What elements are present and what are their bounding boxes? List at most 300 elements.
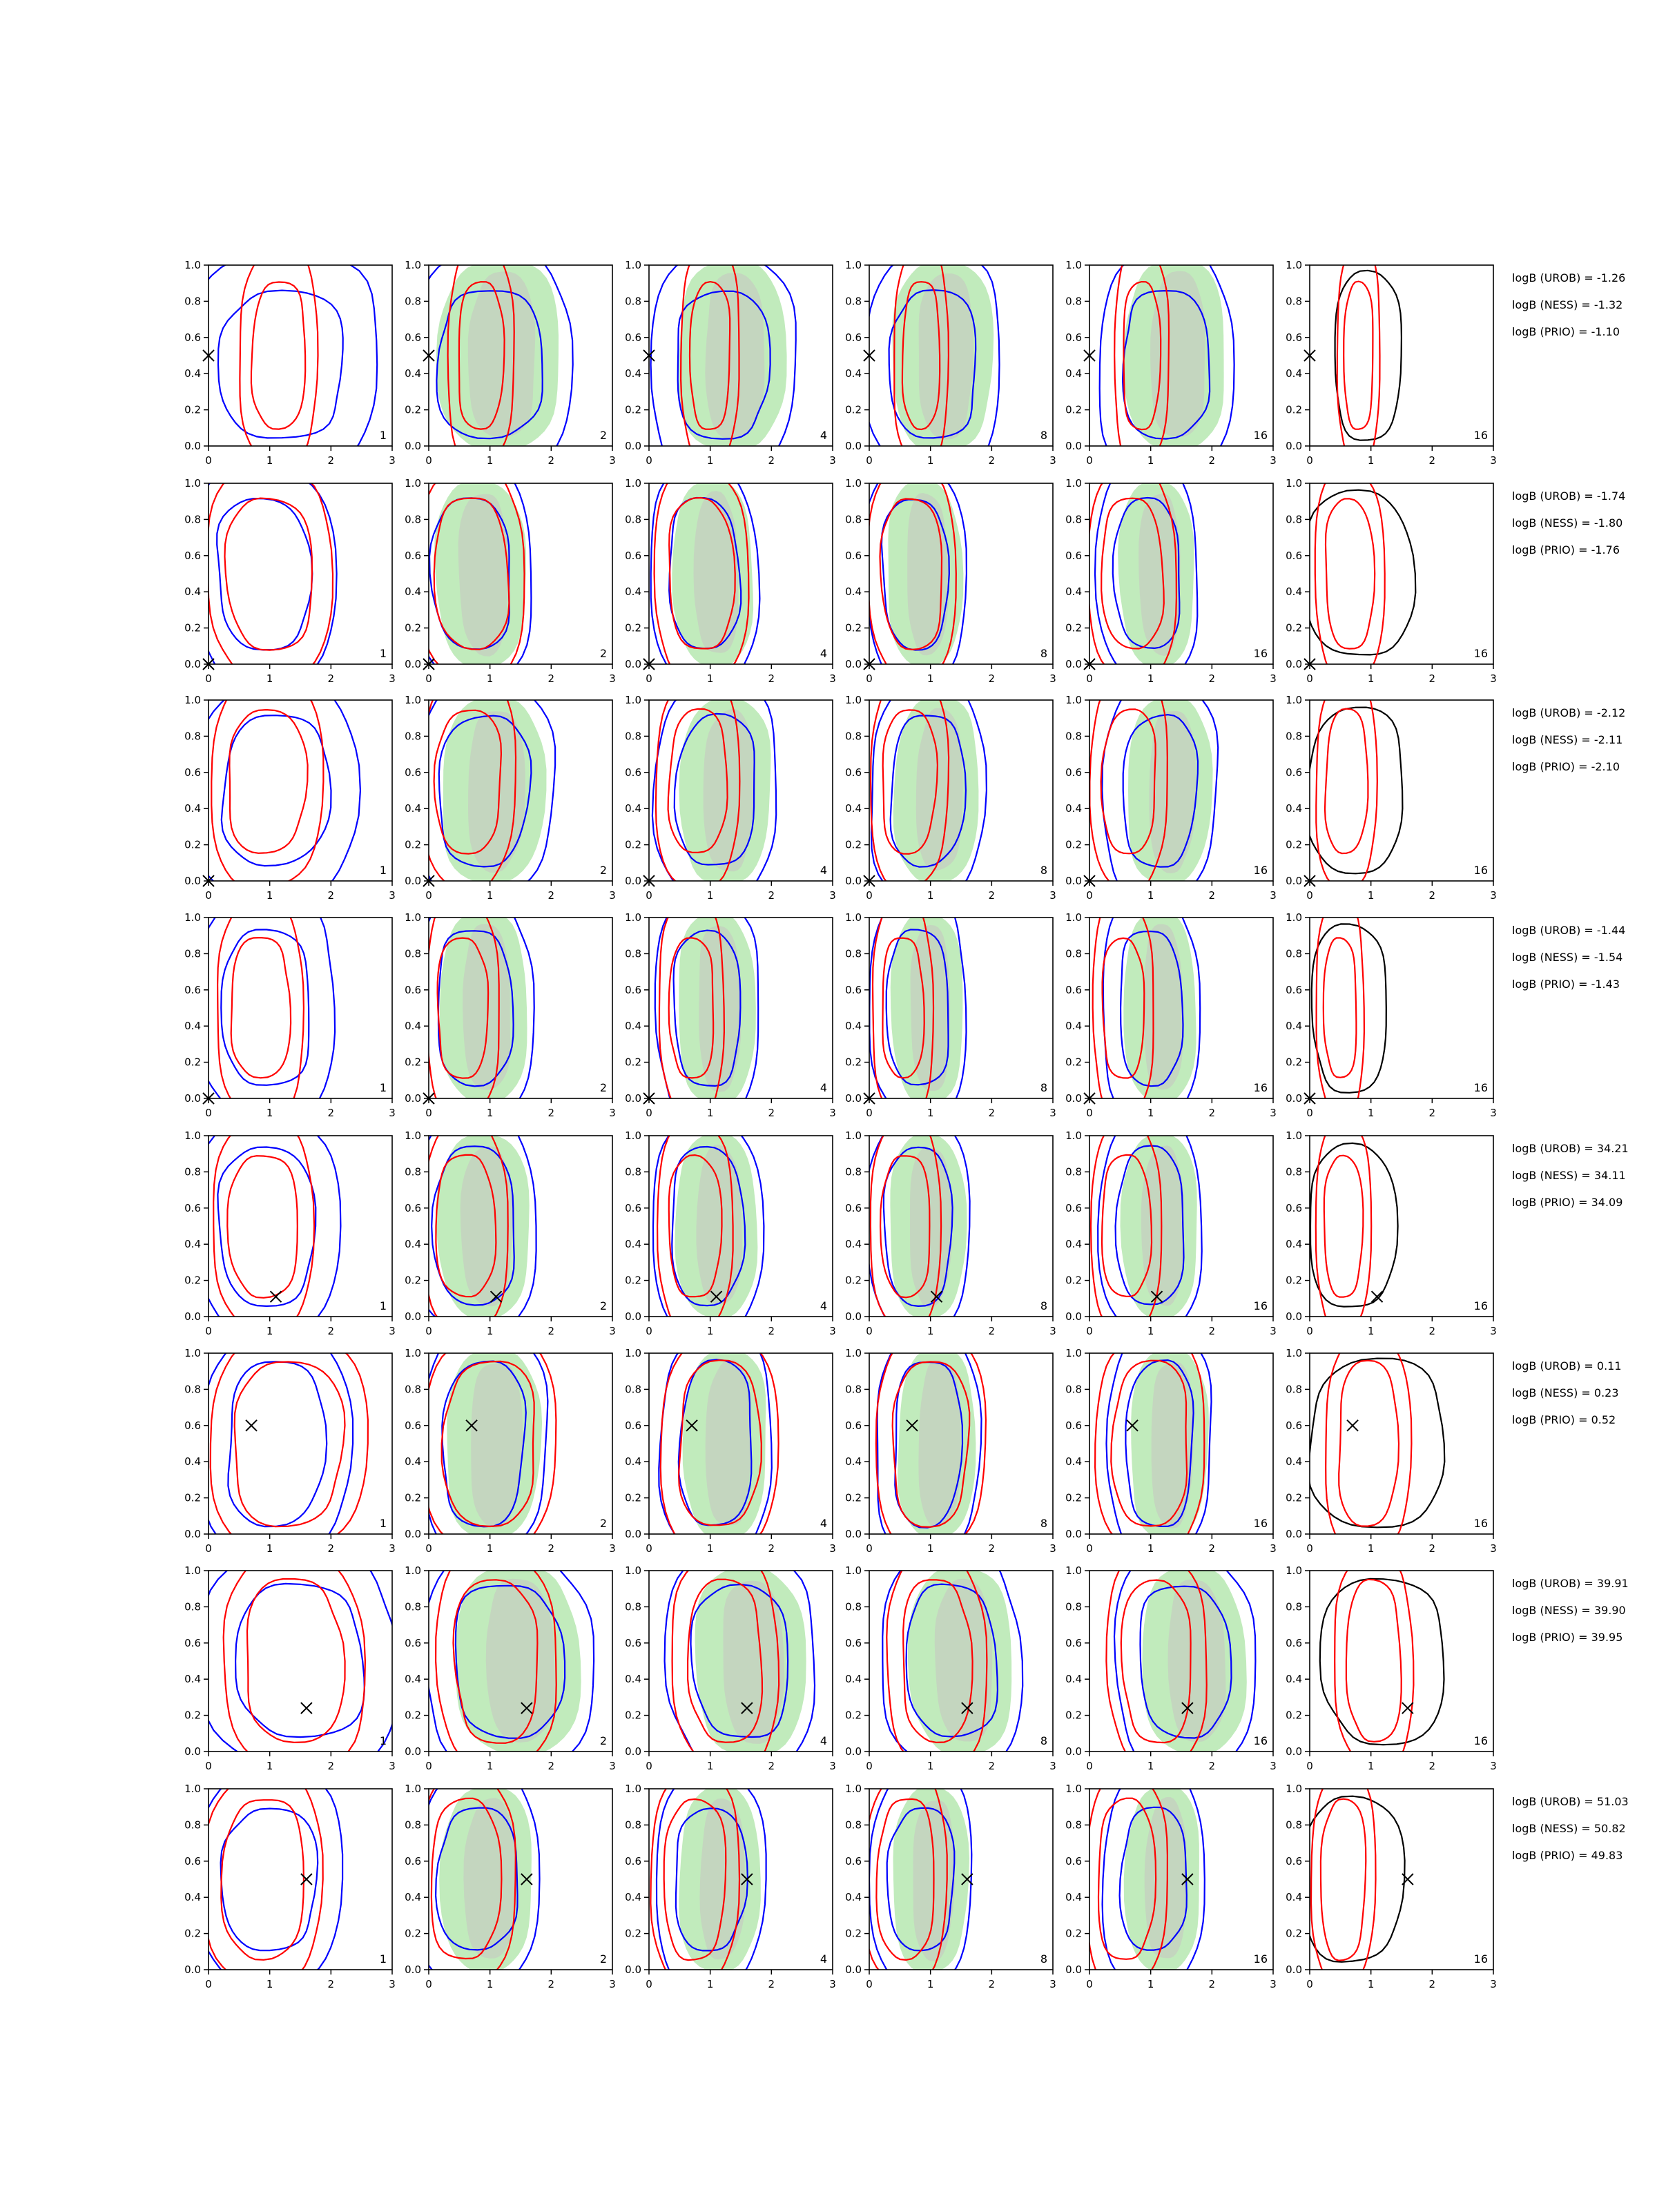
- logb-annotation: logB (UROB) = -2.12: [1512, 706, 1626, 719]
- x-tick-label: 0: [205, 889, 212, 902]
- y-tick-label: 1.0: [184, 259, 201, 271]
- x-tick-label: 0: [646, 1978, 652, 1990]
- y-tick-label: 0.6: [405, 331, 421, 344]
- x-tick-label: 1: [266, 672, 273, 685]
- y-tick-label: 0.2: [405, 621, 421, 634]
- y-tick-label: 1.0: [1065, 1783, 1082, 1795]
- y-tick-label: 0.4: [1065, 1673, 1082, 1686]
- y-tick-label: 0.2: [625, 1056, 641, 1069]
- panel-label: 2: [599, 1517, 607, 1530]
- x-tick-label: 2: [327, 1325, 335, 1337]
- logb-annotation: logB (PRIO) = 39.95: [1512, 1631, 1623, 1644]
- y-tick-label: 0.8: [1286, 295, 1302, 308]
- x-tick-label: 3: [829, 1978, 836, 1990]
- x-tick-label: 1: [486, 672, 494, 685]
- y-tick-label: 0.0: [845, 1745, 862, 1758]
- panel-label: 8: [1040, 1952, 1047, 1966]
- y-tick-label: 0.2: [405, 1274, 421, 1287]
- x-tick-label: 1: [1147, 1325, 1154, 1337]
- grey-region: [694, 491, 739, 653]
- panel-label: 4: [820, 429, 827, 442]
- y-tick-label: 0.8: [1065, 1165, 1082, 1178]
- x-tick-label: 1: [266, 1107, 273, 1119]
- x-tick-label: 1: [927, 672, 934, 685]
- panel-label: 16: [1473, 429, 1488, 442]
- x-tick-label: 2: [768, 1978, 775, 1990]
- y-tick-label: 0.0: [405, 1310, 421, 1323]
- panel-label: 8: [1040, 864, 1047, 877]
- y-tick-label: 0.6: [625, 549, 641, 562]
- x-tick-label: 0: [1306, 1542, 1313, 1555]
- x-tick-label: 3: [1490, 1325, 1497, 1337]
- x-tick-label: 0: [205, 1542, 212, 1555]
- logb-annotation: logB (PRIO) = 0.52: [1512, 1413, 1616, 1426]
- x-tick-label: 0: [646, 1325, 652, 1337]
- y-tick-label: 0.0: [845, 658, 862, 670]
- y-tick-label: 0.0: [1065, 1310, 1082, 1323]
- x-tick-label: 3: [609, 1325, 616, 1337]
- y-tick-label: 0.8: [405, 1383, 421, 1396]
- y-tick-label: 0.4: [184, 1238, 201, 1251]
- x-tick-label: 3: [389, 889, 396, 902]
- y-tick-label: 0.0: [184, 1092, 201, 1105]
- x-tick-label: 3: [1270, 1107, 1277, 1119]
- x-tick-label: 2: [1208, 1978, 1216, 1990]
- y-tick-label: 0.6: [1286, 1419, 1302, 1432]
- x-tick-label: 2: [1428, 672, 1436, 685]
- y-tick-label: 0.4: [1286, 802, 1302, 815]
- x-tick-label: 2: [327, 1542, 335, 1555]
- x-tick-label: 1: [927, 1760, 934, 1772]
- x-tick-label: 1: [1367, 1542, 1375, 1555]
- x-tick-label: 1: [1147, 1542, 1154, 1555]
- x-tick-label: 2: [988, 1542, 996, 1555]
- y-tick-label: 0.2: [1286, 1056, 1302, 1069]
- y-tick-label: 1.0: [625, 259, 641, 271]
- x-tick-label: 2: [988, 1107, 996, 1119]
- y-tick-label: 0.2: [184, 1491, 201, 1504]
- x-tick-label: 3: [609, 454, 616, 467]
- x-tick-label: 3: [1049, 1325, 1056, 1337]
- x-tick-label: 1: [1367, 1978, 1375, 1990]
- y-tick-label: 0.8: [184, 1818, 201, 1832]
- x-tick-label: 2: [327, 1760, 335, 1772]
- x-tick-label: 3: [389, 1760, 396, 1772]
- x-tick-label: 1: [486, 1760, 494, 1772]
- y-tick-label: 0.6: [405, 766, 421, 779]
- panel-label: 8: [1040, 1734, 1047, 1747]
- x-tick-label: 3: [1490, 1107, 1497, 1119]
- x-tick-label: 1: [927, 1107, 934, 1119]
- x-tick-label: 3: [829, 889, 836, 902]
- y-tick-label: 0.2: [845, 1056, 862, 1069]
- x-tick-label: 2: [988, 889, 996, 902]
- y-tick-label: 0.0: [1286, 1310, 1302, 1323]
- y-tick-label: 0.4: [405, 1673, 421, 1686]
- x-tick-label: 2: [1208, 672, 1216, 685]
- x-tick-label: 2: [768, 672, 775, 685]
- y-tick-label: 1.0: [625, 694, 641, 706]
- grey-region: [907, 493, 949, 655]
- y-tick-label: 0.6: [184, 1854, 201, 1867]
- panel-label: 2: [599, 647, 607, 660]
- y-tick-label: 0.0: [1065, 1963, 1082, 1976]
- y-tick-label: 0.2: [1286, 1927, 1302, 1940]
- x-tick-label: 2: [988, 1760, 996, 1772]
- x-tick-label: 2: [548, 1325, 555, 1337]
- y-tick-label: 0.0: [1286, 1092, 1302, 1105]
- y-tick-label: 0.8: [1286, 1818, 1302, 1832]
- logb-annotation: logB (NESS) = 50.82: [1512, 1822, 1626, 1835]
- x-tick-label: 1: [266, 889, 273, 902]
- panel-label: 8: [1040, 1517, 1047, 1530]
- y-tick-label: 1.0: [845, 1783, 862, 1795]
- panel-label: 8: [1040, 1299, 1047, 1312]
- y-tick-label: 0.8: [405, 730, 421, 743]
- y-tick-label: 0.4: [845, 1455, 862, 1468]
- y-tick-label: 0.6: [1065, 766, 1082, 779]
- x-tick-label: 2: [548, 1107, 555, 1119]
- x-tick-label: 3: [1049, 672, 1056, 685]
- panel-label: 2: [599, 864, 607, 877]
- panel-label: 8: [1040, 647, 1047, 660]
- x-tick-label: 3: [1049, 1760, 1056, 1772]
- y-tick-label: 0.0: [625, 1310, 641, 1323]
- y-tick-label: 0.6: [625, 1854, 641, 1867]
- y-tick-label: 1.0: [184, 477, 201, 489]
- y-tick-label: 0.4: [1286, 367, 1302, 380]
- y-tick-label: 0.4: [625, 1891, 641, 1904]
- y-tick-label: 0.2: [1286, 1491, 1302, 1504]
- y-tick-label: 0.2: [405, 1709, 421, 1722]
- panel-label: 2: [599, 1952, 607, 1966]
- y-tick-label: 0.6: [184, 549, 201, 562]
- y-tick-label: 1.0: [1065, 694, 1082, 706]
- x-tick-label: 1: [927, 889, 934, 902]
- x-tick-label: 0: [1086, 672, 1093, 685]
- x-tick-label: 1: [1367, 1760, 1375, 1772]
- y-tick-label: 0.2: [1065, 1927, 1082, 1940]
- y-tick-label: 0.6: [184, 766, 201, 779]
- x-tick-label: 2: [988, 454, 996, 467]
- panel-label: 16: [1253, 1081, 1268, 1094]
- panel-label: 1: [379, 647, 387, 660]
- x-tick-label: 3: [1049, 1107, 1056, 1119]
- x-tick-label: 0: [1086, 1760, 1093, 1772]
- y-tick-label: 0.2: [845, 403, 862, 416]
- y-tick-label: 0.8: [625, 513, 641, 526]
- x-tick-label: 0: [425, 1325, 432, 1337]
- x-tick-label: 0: [866, 1325, 873, 1337]
- panel-label: 16: [1253, 1517, 1268, 1530]
- panel-label: 16: [1473, 1299, 1488, 1312]
- y-tick-label: 1.0: [845, 259, 862, 271]
- grey-region: [1152, 1362, 1194, 1529]
- y-tick-label: 0.8: [845, 1165, 862, 1178]
- y-tick-label: 0.8: [1286, 513, 1302, 526]
- y-tick-label: 0.0: [184, 658, 201, 670]
- y-tick-label: 0.0: [1286, 1963, 1302, 1976]
- y-tick-label: 0.0: [1286, 1528, 1302, 1540]
- x-tick-label: 2: [548, 454, 555, 467]
- y-tick-label: 0.6: [845, 1419, 862, 1432]
- x-tick-label: 0: [646, 454, 652, 467]
- y-tick-label: 1.0: [625, 477, 641, 489]
- y-tick-label: 0.8: [1065, 295, 1082, 308]
- y-tick-label: 0.6: [184, 1636, 201, 1649]
- x-tick-label: 0: [866, 1542, 873, 1555]
- x-tick-label: 3: [389, 1978, 396, 1990]
- y-tick-label: 0.6: [184, 1419, 201, 1432]
- y-tick-label: 0.4: [625, 1455, 641, 1468]
- y-tick-label: 0.4: [625, 802, 641, 815]
- x-tick-label: 1: [486, 1107, 494, 1119]
- y-tick-label: 0.2: [184, 403, 201, 416]
- y-tick-label: 0.4: [1286, 1020, 1302, 1033]
- y-tick-label: 1.0: [1065, 259, 1082, 271]
- x-tick-label: 1: [1367, 672, 1375, 685]
- x-tick-label: 3: [1270, 1542, 1277, 1555]
- y-tick-label: 0.4: [1286, 1238, 1302, 1251]
- y-tick-label: 0.6: [1286, 1201, 1302, 1214]
- y-tick-label: 0.0: [625, 1092, 641, 1105]
- y-tick-label: 0.8: [625, 947, 641, 960]
- y-tick-label: 1.0: [405, 1347, 421, 1359]
- x-tick-label: 0: [1086, 454, 1093, 467]
- y-tick-label: 0.4: [845, 367, 862, 380]
- y-tick-label: 0.0: [1286, 658, 1302, 670]
- y-tick-label: 0.6: [405, 1201, 421, 1214]
- y-tick-label: 0.0: [625, 658, 641, 670]
- y-tick-label: 0.0: [1286, 875, 1302, 887]
- x-tick-label: 3: [609, 1760, 616, 1772]
- y-tick-label: 0.2: [845, 621, 862, 634]
- y-tick-label: 0.6: [405, 1854, 421, 1867]
- y-tick-label: 0.6: [625, 983, 641, 996]
- panel-label: 16: [1253, 647, 1268, 660]
- x-tick-label: 3: [1490, 1760, 1497, 1772]
- y-tick-label: 0.8: [405, 513, 421, 526]
- y-tick-label: 0.4: [1065, 585, 1082, 599]
- y-tick-label: 0.2: [625, 621, 641, 634]
- x-tick-label: 0: [866, 889, 873, 902]
- panel-label: 4: [820, 1952, 827, 1966]
- y-tick-label: 0.6: [1065, 1854, 1082, 1867]
- y-tick-label: 0.6: [1286, 983, 1302, 996]
- grey-region: [468, 271, 535, 437]
- y-tick-label: 0.0: [1286, 440, 1302, 452]
- y-tick-label: 0.2: [1286, 621, 1302, 634]
- y-tick-label: 0.0: [184, 1745, 201, 1758]
- y-tick-label: 1.0: [405, 1783, 421, 1795]
- y-tick-label: 1.0: [405, 259, 421, 271]
- y-tick-label: 0.4: [184, 1891, 201, 1904]
- x-tick-label: 1: [927, 454, 934, 467]
- y-tick-label: 0.2: [405, 403, 421, 416]
- x-tick-label: 1: [706, 672, 714, 685]
- x-tick-label: 2: [768, 1325, 775, 1337]
- y-tick-label: 0.8: [625, 730, 641, 743]
- y-tick-label: 1.0: [1286, 1129, 1302, 1142]
- y-tick-label: 0.4: [845, 1891, 862, 1904]
- y-tick-label: 0.0: [184, 1528, 201, 1540]
- y-tick-label: 0.2: [1065, 1056, 1082, 1069]
- y-tick-label: 0.8: [184, 1600, 201, 1613]
- x-tick-label: 3: [1270, 889, 1277, 902]
- x-tick-label: 3: [829, 1107, 836, 1119]
- x-tick-label: 1: [1147, 672, 1154, 685]
- y-tick-label: 0.4: [1286, 1673, 1302, 1686]
- panel-label: 1: [379, 1299, 387, 1312]
- y-tick-label: 0.0: [625, 440, 641, 452]
- x-tick-label: 1: [266, 1978, 273, 1990]
- y-tick-label: 0.6: [1065, 549, 1082, 562]
- grey-region: [706, 1360, 751, 1525]
- panel-label: 16: [1253, 1952, 1268, 1966]
- x-tick-label: 0: [866, 1978, 873, 1990]
- panel-label: 16: [1473, 864, 1488, 877]
- y-tick-label: 0.0: [1065, 1528, 1082, 1540]
- x-tick-label: 3: [609, 672, 616, 685]
- y-tick-label: 0.2: [625, 1927, 641, 1940]
- x-tick-label: 0: [425, 889, 432, 902]
- x-tick-label: 0: [425, 1760, 432, 1772]
- y-tick-label: 0.0: [625, 875, 641, 887]
- y-tick-label: 1.0: [625, 911, 641, 924]
- grey-region: [468, 711, 525, 873]
- y-tick-label: 0.8: [405, 1818, 421, 1832]
- x-tick-label: 0: [425, 1542, 432, 1555]
- x-tick-label: 0: [205, 672, 212, 685]
- x-tick-label: 1: [266, 454, 273, 467]
- logb-annotation: logB (PRIO) = 49.83: [1512, 1849, 1623, 1862]
- y-tick-label: 1.0: [184, 694, 201, 706]
- x-tick-label: 2: [1428, 889, 1436, 902]
- y-tick-label: 1.0: [845, 1129, 862, 1142]
- x-tick-label: 1: [266, 1760, 273, 1772]
- y-tick-label: 0.8: [184, 947, 201, 960]
- y-tick-label: 0.4: [184, 585, 201, 599]
- y-tick-label: 0.4: [625, 1238, 641, 1251]
- grey-region: [1150, 271, 1205, 438]
- y-tick-label: 0.8: [1286, 1600, 1302, 1613]
- y-tick-label: 0.0: [625, 1963, 641, 1976]
- y-tick-label: 1.0: [625, 1564, 641, 1577]
- x-tick-label: 0: [646, 1107, 652, 1119]
- y-tick-label: 1.0: [1065, 911, 1082, 924]
- y-tick-label: 0.4: [1065, 1238, 1082, 1251]
- y-tick-label: 0.0: [1065, 1745, 1082, 1758]
- x-tick-label: 2: [768, 1542, 775, 1555]
- logb-annotation: logB (PRIO) = -2.10: [1512, 760, 1620, 773]
- y-tick-label: 1.0: [184, 1347, 201, 1359]
- x-tick-label: 2: [548, 672, 555, 685]
- x-tick-label: 3: [1049, 1542, 1056, 1555]
- y-tick-label: 0.0: [184, 1310, 201, 1323]
- panel-label: 1: [379, 1952, 387, 1966]
- x-tick-label: 0: [866, 1107, 873, 1119]
- y-tick-label: 0.0: [1065, 658, 1082, 670]
- panel-label: 16: [1253, 864, 1268, 877]
- y-tick-label: 0.0: [405, 875, 421, 887]
- y-tick-label: 0.6: [845, 983, 862, 996]
- y-tick-label: 0.6: [1065, 1636, 1082, 1649]
- y-tick-label: 0.6: [405, 1419, 421, 1432]
- y-tick-label: 0.6: [1065, 983, 1082, 996]
- x-tick-label: 0: [646, 672, 652, 685]
- panel-label: 16: [1473, 1734, 1488, 1747]
- y-tick-label: 0.4: [1065, 1891, 1082, 1904]
- x-tick-label: 1: [706, 1542, 714, 1555]
- x-tick-label: 3: [609, 1107, 616, 1119]
- y-tick-label: 1.0: [405, 694, 421, 706]
- panel-label: 2: [599, 1081, 607, 1094]
- x-tick-label: 1: [706, 889, 714, 902]
- y-tick-label: 0.0: [1286, 1745, 1302, 1758]
- x-tick-label: 1: [1147, 454, 1154, 467]
- logb-annotation: logB (NESS) = 0.23: [1512, 1386, 1619, 1399]
- y-tick-label: 0.8: [1065, 947, 1082, 960]
- panel-label: 4: [820, 1517, 827, 1530]
- y-tick-label: 1.0: [405, 1129, 421, 1142]
- logb-annotation: logB (NESS) = 34.11: [1512, 1169, 1626, 1182]
- y-tick-label: 0.2: [625, 1274, 641, 1287]
- panel-label: 1: [379, 429, 387, 442]
- x-tick-label: 2: [1208, 1760, 1216, 1772]
- y-tick-label: 1.0: [405, 1564, 421, 1577]
- x-tick-label: 0: [425, 672, 432, 685]
- x-tick-label: 0: [646, 889, 652, 902]
- y-tick-label: 0.6: [405, 549, 421, 562]
- x-tick-label: 0: [1086, 1542, 1093, 1555]
- y-tick-label: 0.0: [184, 875, 201, 887]
- y-tick-label: 0.0: [845, 1092, 862, 1105]
- x-tick-label: 2: [1428, 1760, 1436, 1772]
- y-tick-label: 0.0: [625, 1528, 641, 1540]
- x-tick-label: 0: [866, 454, 873, 467]
- x-tick-label: 1: [1367, 1325, 1375, 1337]
- y-tick-label: 0.2: [625, 403, 641, 416]
- y-tick-label: 1.0: [1286, 477, 1302, 489]
- y-tick-label: 0.2: [625, 1491, 641, 1504]
- x-tick-label: 2: [988, 1325, 996, 1337]
- y-tick-label: 0.4: [184, 1020, 201, 1033]
- logb-annotation: logB (PRIO) = -1.76: [1512, 543, 1620, 556]
- panel-label: 4: [820, 1734, 827, 1747]
- y-tick-label: 0.8: [1065, 1383, 1082, 1396]
- y-tick-label: 0.2: [845, 838, 862, 851]
- x-tick-label: 2: [768, 1760, 775, 1772]
- y-tick-label: 0.2: [405, 838, 421, 851]
- y-tick-label: 1.0: [184, 1783, 201, 1795]
- y-tick-label: 0.8: [1286, 947, 1302, 960]
- y-tick-label: 0.4: [184, 1455, 201, 1468]
- x-tick-label: 0: [1306, 1978, 1313, 1990]
- x-tick-label: 2: [548, 1542, 555, 1555]
- y-tick-label: 0.8: [845, 1600, 862, 1613]
- y-tick-label: 0.0: [845, 1963, 862, 1976]
- x-tick-label: 2: [988, 1978, 996, 1990]
- x-tick-label: 2: [1428, 1107, 1436, 1119]
- y-tick-label: 1.0: [845, 1564, 862, 1577]
- y-tick-label: 0.0: [845, 1528, 862, 1540]
- x-tick-label: 1: [486, 454, 494, 467]
- x-tick-label: 3: [1049, 1978, 1056, 1990]
- y-tick-label: 0.0: [405, 1092, 421, 1105]
- x-tick-label: 2: [1208, 1107, 1216, 1119]
- x-tick-label: 0: [205, 1107, 212, 1119]
- y-tick-label: 1.0: [625, 1783, 641, 1795]
